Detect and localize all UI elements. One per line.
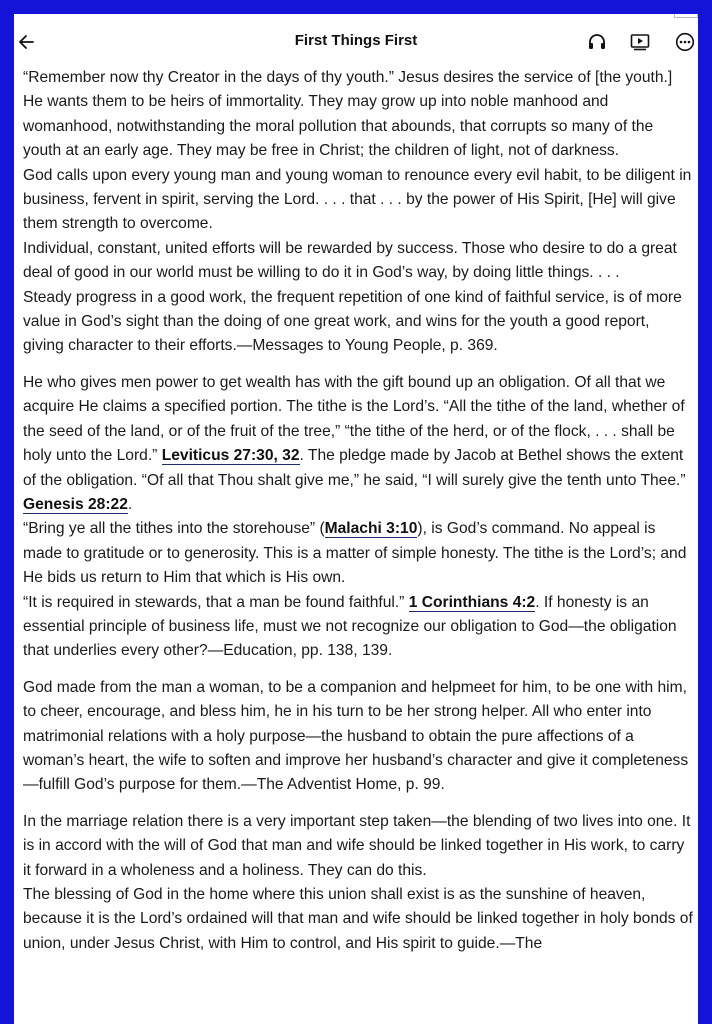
top-bar — [14, 14, 698, 70]
play-video-icon[interactable] — [627, 28, 653, 56]
paragraph-gap — [23, 798, 693, 810]
paragraph-gap — [23, 664, 693, 676]
paragraph-gap — [23, 359, 693, 371]
scripture-link-corinthians[interactable]: 1 Corinthians 4:2 — [408, 593, 536, 611]
paragraph-text: He who gives men power to get wealth has with the gift bound up an obligation. Of all that we acquire He claims a specified portion. The tithe is the Lord’s. “All the tithe of the land, whether of the seed of the land, or of the fruit of the tree,” “the tithe of the herd, or of the flock, . . . shall be holy unto the Lord.” — [23, 373, 685, 465]
paragraph-text: ), is God’s command. No appeal is made to gratitude or to generosity. This is a matter of simple honesty. The tithe is the Lord’s; and He bids us return to Him that which is His own. — [23, 520, 687, 587]
paragraph: Individual, constant, united efforts will be rewarded by success. Those who desire to do a great deal of good in our world must be willing to do it in God’s way, by doing little things. . . . — [23, 239, 677, 282]
paragraph-storehouse — [23, 517, 693, 590]
paragraph: God made from the man a woman, to be a companion and helpmeet for him, to be one with him, to cheer, encourage, and bless him, he in his turn to be her strong helper. All who enter into matrimonial relations with a holy purpose—the husband to obtain the pure affections of a woman’s heart, the wife to soften and improve her husband’s character and give it completeness—fulfill God’s purpose for them.—The Adventist Home, p. 99. — [23, 678, 689, 794]
paragraph: “Remember now thy Creator in the days of thy youth.” Jesus desires the service of [the youth.] He wants them to be heirs of immortality. They may grow up into noble manhood and womanhood, notwithstanding the moral pollution that abounds, that corrupts so many of the youth at an early age. They may be free in Christ; the children of light, not of darkness. — [23, 69, 673, 160]
scripture-link-malachi[interactable]: Malachi 3:10 — [324, 520, 418, 538]
paragraph-tithe — [23, 371, 693, 517]
paragraph: In the marriage relation there is a very important step taken—the blending of two lives into one. It is in accord with the will of God that man and wife should be linked together in His work, to carry it forward in a wholeness and a holiness. They can do this. — [23, 812, 691, 879]
paragraph: Steady progress in a good work, the frequent repetition of one kind of faithful service, is of more value in God’s sight than the doing of one great work, and wins for the youth a good report, giving character to their efforts.—Messages to Young People, p. 369. — [23, 288, 682, 355]
more-options-icon[interactable] — [672, 28, 698, 56]
paragraph: God calls upon every young man and young woman to renounce every evil habit, to be diligent in business, fervent in spirit, serving the Lord. . . . that . . . by the power of His Spirit, [He] will give them strength to overcome. — [23, 166, 692, 233]
paragraph: The blessing of God in the home where this union shall exist is as the sunshine of heaven, because it is the Lord’s ordained will that man and wife should be linked together in holy bonds of union, under Jesus Christ, with Him to control, and His spirit to guide.—The — [23, 886, 693, 952]
page-title: First Things First — [294, 32, 418, 49]
scripture-link-genesis[interactable]: Genesis 28:22 — [23, 495, 128, 513]
paragraph-stewards — [23, 591, 693, 664]
reader-window — [14, 14, 698, 1024]
paragraph-text: . The pledge made by Jacob at Bethel shows the extent of the obligation. “Of all that Thou shalt give me,” he said, “I will surely give the tenth unto Thee.” — [23, 447, 686, 489]
paragraph-text: “It is required in stewards, that a man be found faithful.” — [23, 593, 409, 611]
reading-content — [23, 66, 693, 956]
paragraph-text: “Bring ye all the tithes into the storehouse” ( — [23, 520, 325, 538]
paragraph-text: . If honesty is an essential principle of business life, must we not recognize our obligation to God—the obligation that underlies every other?—Education, pp. 138, 139. — [23, 593, 677, 660]
scripture-link-leviticus[interactable]: Leviticus 27:30, 32 — [161, 447, 300, 465]
window-corner-tab — [674, 14, 698, 18]
paragraph-text: . — [127, 495, 133, 513]
headphones-icon[interactable] — [584, 28, 610, 56]
